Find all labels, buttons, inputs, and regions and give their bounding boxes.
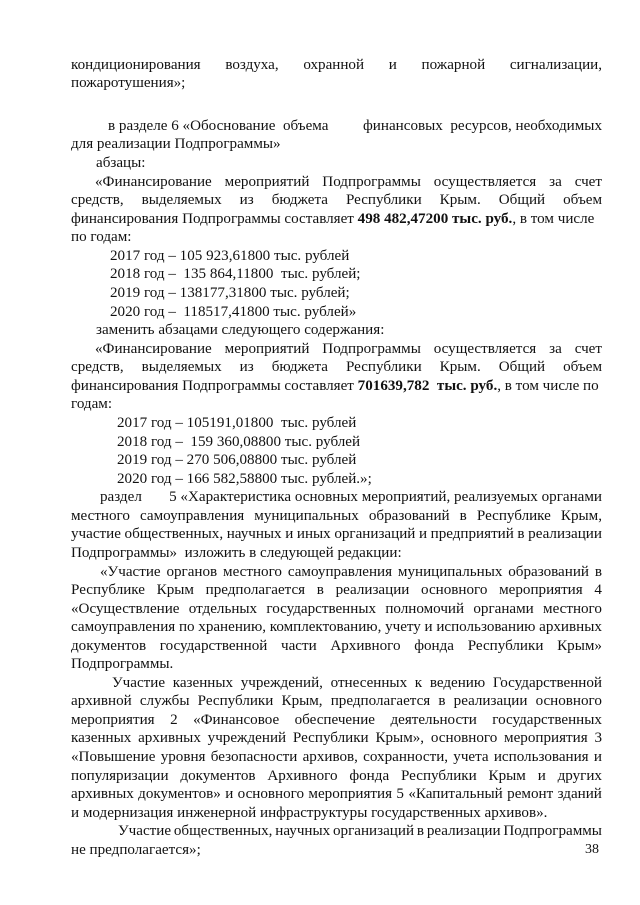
word: Подпрограммы — [322, 174, 421, 190]
word: полномочий — [385, 601, 465, 617]
word: в разделе 6 «Обоснование объема — [108, 118, 329, 134]
text-fragment: финансирования Подпрограммы составляет — [71, 211, 358, 227]
word: предполагается — [330, 693, 431, 709]
text-line — [71, 785, 602, 803]
text-line — [71, 191, 602, 209]
word: кондиционирования — [71, 57, 201, 73]
word: Государственной — [492, 675, 602, 691]
word: органов — [166, 564, 218, 580]
word: выделяемых — [141, 359, 222, 375]
word: общественных, — [124, 526, 224, 542]
year-line: 2017 год – 105 923,61800 тыс. рублей — [110, 248, 350, 264]
word: к — [414, 675, 423, 691]
word: Республики — [292, 730, 369, 746]
text-line — [71, 358, 602, 376]
word: казенных — [172, 675, 234, 691]
word: образований — [368, 508, 450, 524]
text-line: для реализации Подпрограммы» — [71, 136, 281, 152]
word: государственной — [159, 638, 268, 654]
text-line — [71, 618, 602, 636]
word: «Финансирование — [95, 341, 212, 357]
word: хранению, — [198, 619, 267, 635]
word: предприятий — [430, 526, 514, 542]
word: за — [549, 174, 562, 190]
word: Крым. — [439, 359, 481, 375]
word: участие — [71, 526, 121, 542]
word: Республике — [71, 582, 145, 598]
word: и — [225, 786, 234, 802]
word: документов — [180, 768, 256, 784]
word: Участие — [118, 823, 172, 839]
word: части — [281, 638, 317, 654]
word: мероприятия — [71, 712, 155, 728]
word: архивных — [138, 730, 201, 746]
word: Архивного — [330, 638, 401, 654]
word: в — [459, 508, 467, 524]
word: и — [537, 768, 546, 784]
word: Крым» — [557, 638, 602, 654]
word: «Повышение — [71, 749, 156, 765]
word: из — [239, 359, 254, 375]
word: архивных — [539, 619, 602, 635]
word: Республике — [476, 508, 551, 524]
word: учета — [453, 749, 489, 765]
page-number: 38 — [585, 842, 599, 857]
year-line: 2019 год – 138177,31800 тыс. рублей; — [110, 285, 350, 301]
word: организаций — [333, 823, 415, 839]
word: Крым, — [281, 693, 323, 709]
word: фонда — [414, 638, 455, 654]
word: обеспечение — [294, 712, 375, 728]
text-line — [118, 822, 602, 840]
word: деятельности — [390, 712, 477, 728]
word: научных — [275, 823, 331, 839]
text-line — [95, 340, 602, 358]
word: за — [549, 341, 562, 357]
word: архивной — [71, 693, 132, 709]
year-line: 2018 год – 135 864,11800 тыс. рублей; — [110, 266, 361, 282]
text-line: годам: — [71, 396, 113, 412]
text-fragment: финансирования Подпрограммы составляет — [71, 378, 358, 394]
word: основного — [421, 582, 488, 598]
text-line: абзацы: — [96, 155, 146, 171]
amount-bold: 498 482,47200 тыс. руб. — [357, 211, 513, 227]
word: государственных — [492, 712, 602, 728]
word: «Финансовое — [193, 712, 280, 728]
word: из — [239, 192, 254, 208]
word: отдельных — [188, 601, 258, 617]
word: документов» — [138, 786, 221, 802]
word: муниципальных — [254, 508, 359, 524]
word: учету — [385, 619, 421, 635]
word: сигнализации, — [509, 57, 602, 73]
word: местного — [223, 564, 282, 580]
word: Крым, — [560, 508, 602, 524]
word: самоуправления — [287, 564, 393, 580]
word: «Капитальный — [408, 786, 503, 802]
text-line: не предполагается»; — [71, 842, 201, 858]
word: Крым — [156, 582, 194, 598]
word: популяризации — [71, 768, 169, 784]
word: отнесенных — [330, 675, 408, 691]
word: Крым», — [375, 730, 425, 746]
word: Подпрограммы — [322, 341, 421, 357]
word: комплектованию, — [269, 619, 382, 635]
word: научных — [226, 526, 282, 542]
word: самоуправления — [139, 508, 245, 524]
word: раздел — [100, 489, 142, 505]
word: муниципальных — [397, 564, 503, 580]
year-line: 2020 год – 118517,41800 тыс. рублей» — [110, 304, 357, 320]
text-line — [71, 507, 602, 525]
word: 3 — [594, 730, 602, 746]
word: выделяемых — [141, 192, 222, 208]
word: организаций — [334, 526, 416, 542]
word: Участие — [112, 675, 166, 691]
year-line: 2018 год – 159 360,08800 тыс. рублей — [117, 434, 361, 450]
text-line: пожаротушения»; — [71, 75, 186, 91]
year-line: 2019 год – 270 506,08800 тыс. рублей — [117, 452, 357, 468]
word: основного — [237, 786, 305, 802]
amount-bold: 701639,782 тыс. руб. — [357, 378, 498, 394]
word: 5 — [396, 786, 404, 802]
year-line: 2017 год – 105191,01800 тыс. рублей — [117, 415, 357, 431]
word: средств, — [71, 192, 124, 208]
word: органами — [473, 601, 534, 617]
word: Республики — [467, 638, 544, 654]
word: учреждений, — [240, 675, 323, 691]
word: охранной — [303, 57, 365, 73]
text-line — [71, 767, 602, 785]
year-line: 2020 год – 166 582,58800 тыс. рублей.»; — [117, 471, 372, 487]
word: ведению — [429, 675, 486, 691]
word: счет — [574, 341, 602, 357]
word: мероприятий — [224, 341, 310, 357]
text-line — [71, 56, 602, 74]
text-fragment: , в том числе — [512, 211, 595, 227]
word: основного — [430, 730, 498, 746]
text-line: по годам: — [71, 229, 132, 245]
word: в — [316, 582, 324, 598]
word: самоуправления — [71, 619, 176, 635]
word: безопасности — [210, 749, 298, 765]
word: Республики — [345, 359, 422, 375]
word: иных — [296, 526, 331, 542]
word: мероприятий — [224, 174, 310, 190]
word: использования — [493, 749, 589, 765]
word: использованию — [436, 619, 536, 635]
text-line — [95, 173, 602, 191]
word: сохранности, — [363, 749, 449, 765]
text-line — [71, 748, 602, 766]
word: «Осуществление — [71, 601, 180, 617]
word: реализации — [335, 582, 410, 598]
word: счет — [574, 174, 602, 190]
word: местного — [71, 508, 130, 524]
word: финансовых ресурсов, необходимых — [363, 118, 602, 134]
word: и — [388, 57, 397, 73]
text-fragment: , в том числе по — [497, 378, 599, 394]
word: реализации — [453, 693, 528, 709]
word: в — [594, 564, 602, 580]
word: осуществляется — [433, 174, 537, 190]
word: 4 — [594, 582, 602, 598]
text-line — [71, 210, 594, 228]
word: зданий — [557, 786, 602, 802]
word: предполагается — [205, 582, 306, 598]
word: 2 — [170, 712, 178, 728]
word: Крым — [488, 768, 526, 784]
word: казенных — [71, 730, 132, 746]
word: основного — [535, 693, 602, 709]
word: мероприятия — [308, 786, 393, 802]
word: общественных, — [173, 823, 273, 839]
word: других — [557, 768, 602, 784]
word: Общий — [498, 192, 546, 208]
word: Подпрограммы — [503, 823, 602, 839]
word: по — [178, 619, 195, 635]
word: реализации — [528, 526, 602, 542]
word: реализации — [426, 823, 501, 839]
word: учреждений — [207, 730, 287, 746]
text-line: Подпрограммы» изложить в следующей редакции: — [71, 545, 402, 561]
word: и — [593, 749, 602, 765]
word: службы — [139, 693, 190, 709]
word: бюджета — [271, 359, 328, 375]
word: 5 «Характеристика основных мероприятий, реализуемых органами — [169, 489, 602, 505]
word: Республики — [197, 693, 274, 709]
text-line — [108, 117, 602, 135]
word: объем — [563, 192, 602, 208]
word: ремонт — [507, 786, 554, 802]
text-line: Подпрограммы. — [71, 656, 174, 672]
word: архивов, — [302, 749, 358, 765]
word: Республики — [400, 768, 477, 784]
text-line: заменить абзацами следующего содержания: — [96, 322, 385, 338]
text-line — [112, 674, 602, 692]
text-line — [100, 563, 602, 581]
word: в — [517, 526, 525, 542]
word: и — [285, 526, 294, 542]
word: воздуха, — [225, 57, 279, 73]
word: средств, — [71, 359, 124, 375]
word: фонда — [349, 768, 390, 784]
word: и — [418, 526, 428, 542]
word: уровня — [160, 749, 206, 765]
word: документов — [71, 638, 147, 654]
word: мероприятия — [504, 730, 588, 746]
text-line — [71, 581, 602, 599]
word: «Участие — [100, 564, 161, 580]
word: и — [424, 619, 433, 635]
word: Республики — [345, 192, 422, 208]
word: Общий — [498, 359, 546, 375]
word: образований — [508, 564, 589, 580]
word: Крым. — [439, 192, 481, 208]
text-line — [71, 525, 602, 543]
word: местного — [543, 601, 602, 617]
word: пожарной — [421, 57, 486, 73]
text-line — [71, 600, 602, 618]
text-line — [71, 637, 602, 655]
word: Архивного — [267, 768, 338, 784]
word: «Финансирование — [95, 174, 212, 190]
word: объем — [563, 359, 602, 375]
word: бюджета — [271, 192, 328, 208]
word: архивных — [71, 786, 134, 802]
word: осуществляется — [433, 341, 537, 357]
text-line — [71, 692, 602, 710]
word: в — [416, 823, 424, 839]
word: государственных — [266, 601, 377, 617]
text-line: и модернизация инженерной инфраструктуры государственных архивов». — [71, 805, 548, 821]
text-line — [71, 377, 599, 395]
word: в — [438, 693, 446, 709]
text-line — [100, 488, 602, 506]
word: мероприятия — [499, 582, 583, 598]
text-line — [71, 711, 602, 729]
text-line — [71, 729, 602, 747]
